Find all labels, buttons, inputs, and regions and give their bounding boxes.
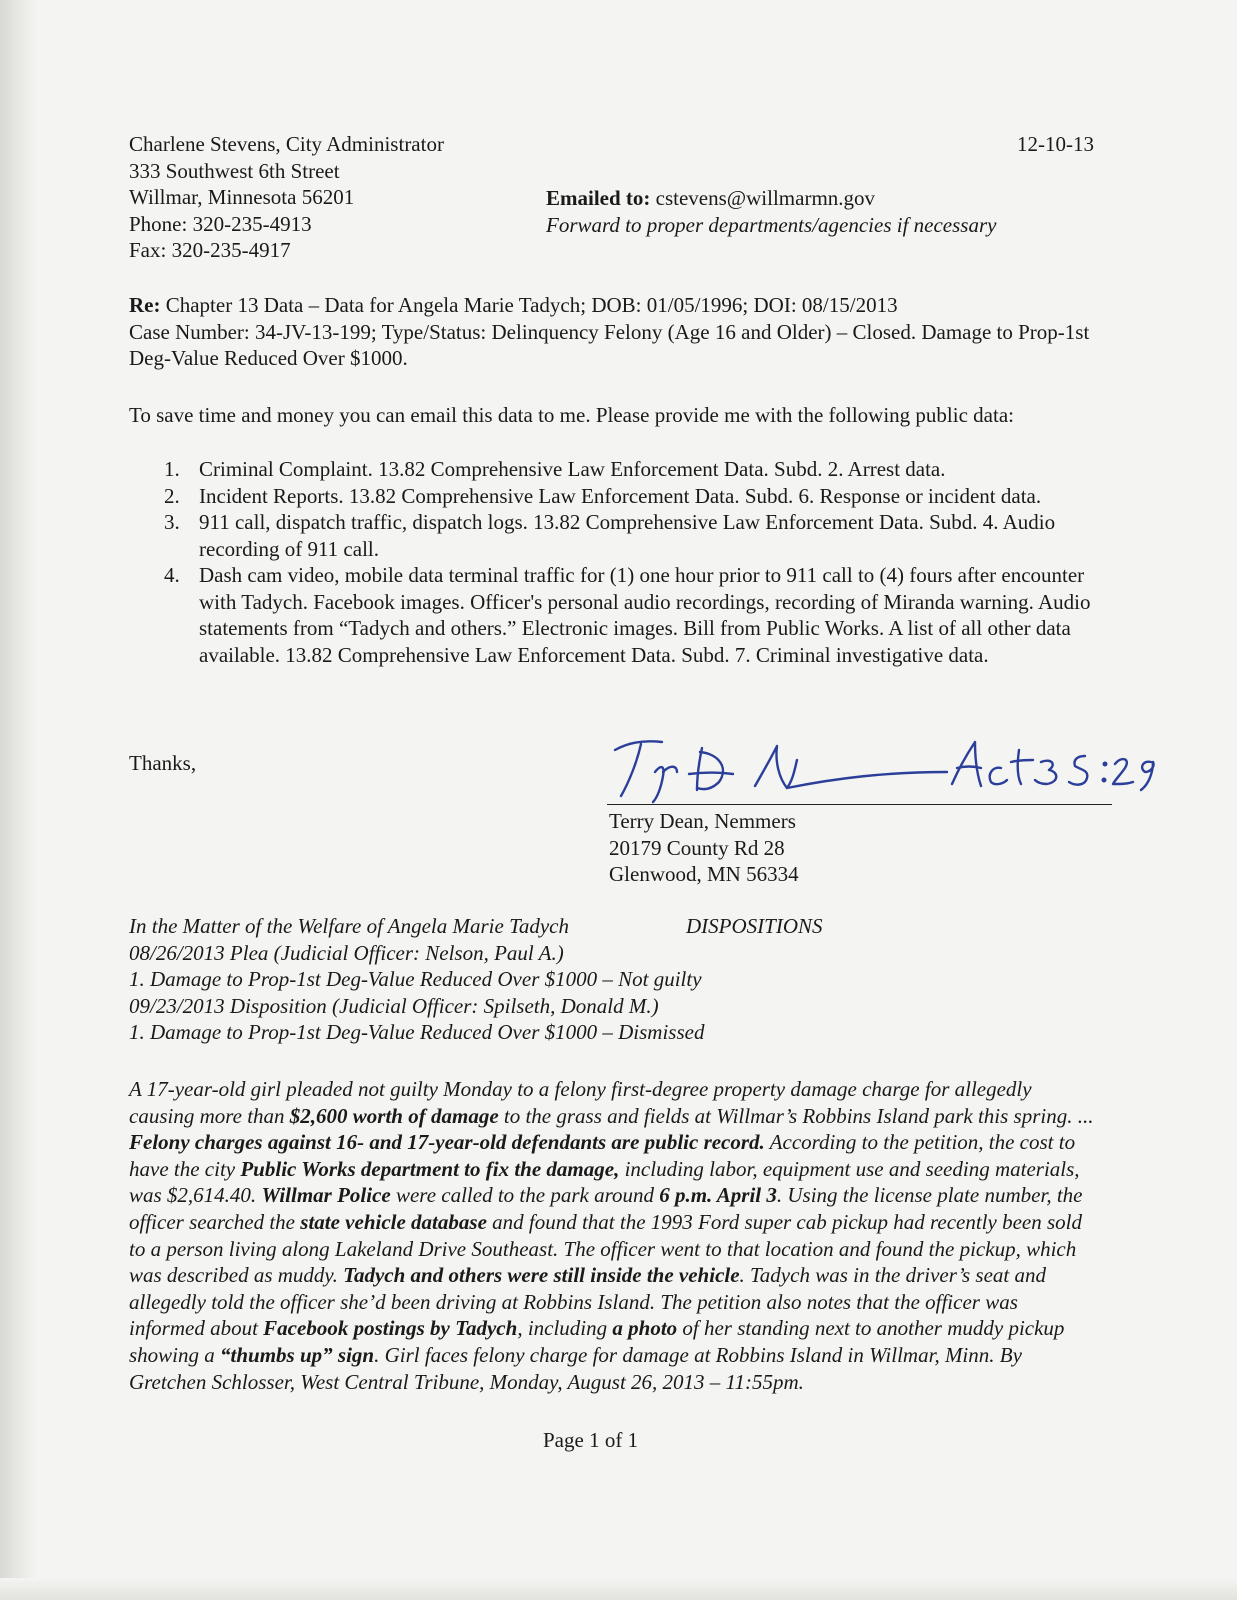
request-item: [129, 483, 1104, 510]
request-intro: To save time and money you can email this data to me. Please provide me with the following public data:: [129, 403, 1014, 427]
signer-city: Glenwood, MN 56334: [609, 862, 799, 886]
recipient-address-block: [129, 131, 549, 264]
request-text: Dash cam video, mobile data terminal traffic for (1) one hour prior to 911 call to (4) fours after encounter with Tadych. Facebook images. Officer's personal audio recordings, recording of Miranda warning. Audio statements from “Tadych and others.” Electronic images. Bill from Public Works. A list of all other data available. 13.82 Comprehensive Law Enforcement Data. Subd. 7. Criminal investigative data.: [199, 563, 1091, 667]
recipient-fax: Fax: 320-235-4917: [129, 238, 291, 262]
recipient-phone: Phone: 320-235-4913: [129, 211, 312, 236]
news-excerpt-text: [129, 1076, 1094, 1395]
subject-line-1: [129, 292, 1104, 319]
letter-date: 12-10-13: [1017, 132, 1094, 156]
page-number: Page 1 of 1: [543, 1428, 639, 1452]
request-number: 1.: [164, 457, 180, 481]
article-text: were called to the park around: [390, 1183, 660, 1208]
article-text: of her standing next to another muddy pickup showing a: [129, 1316, 1065, 1367]
article-emphasis: Facebook postings by Tadych: [263, 1316, 518, 1341]
article-text: to the grass and fields at Willmar’s Robbins Island park this spring. ...: [498, 1103, 1094, 1128]
article-emphasis: 6 p.m. April 3: [659, 1183, 777, 1208]
emailed-to-line: [546, 185, 875, 212]
signer-street: 20179 County Rd 28: [609, 835, 785, 860]
article-text: and found that the 1993 Ford super cab pickup had recently been sold to a person living along Lakeland Drive Southeast. The officer went to that location and found the pickup, which was described as muddy.: [129, 1209, 1082, 1288]
signer-address-block: [609, 808, 799, 888]
forward-note: Forward to proper departments/agencies if necessary: [546, 213, 997, 237]
dispositions-block: [129, 913, 849, 1046]
request-text: Incident Reports. 13.82 Comprehensive Law Enforcement Data. Subd. 6. Response or incident data.: [199, 483, 1042, 508]
article-text: . Using the license plate number, the officer searched the: [129, 1183, 1083, 1234]
news-excerpt: [129, 1076, 1094, 1395]
article-text: A 17-year-old girl pleaded not guilty Monday to a felony first-degree property damage charge for allegedly causing more than: [129, 1077, 1032, 1128]
article-text: . Tadych was in the driver’s seat and allegedly told the officer she’d been driving at Robbins Island. The petition also notes that the officer was informed about: [129, 1263, 1046, 1341]
request-item: [129, 562, 1104, 668]
subject-label: Re:: [129, 293, 161, 317]
subject-block: [129, 292, 1104, 372]
disposition-line: 1. Damage to Prop-1st Deg-Value Reduced Over $1000 – Not guilty: [129, 967, 702, 991]
request-text: 911 call, dispatch traffic, dispatch logs. 13.82 Comprehensive Law Enforcement Data. Subd. 4. Audio recording of 911 call.: [199, 510, 1056, 561]
article-emphasis: $2,600 worth of damage: [289, 1103, 499, 1128]
request-list: [129, 456, 1104, 668]
article-emphasis: Public Works department to fix the damage,: [240, 1156, 620, 1181]
article-emphasis: state vehicle database: [300, 1209, 487, 1234]
article-emphasis: Willmar Police: [261, 1183, 391, 1208]
signer-name: Terry Dean, Nemmers: [609, 809, 796, 833]
article-text: According to the petition, the cost to have the city: [129, 1130, 1076, 1181]
emailed-label: Emailed to:: [546, 186, 651, 210]
request-number: 2.: [164, 483, 180, 508]
recipient-city: Willmar, Minnesota 56201: [129, 185, 355, 209]
subject-text: Chapter 13 Data – Data for Angela Marie Tadych; DOB: 01/05/1996; DOI: 08/15/2013: [160, 293, 898, 317]
request-item: [129, 509, 1104, 562]
signature-line: [607, 804, 1112, 805]
article-text: including labor, equipment use and seeding materials, was $2,614.40.: [129, 1156, 1080, 1208]
dispositions-label: DISPOSITIONS: [686, 914, 823, 938]
handwritten-signature: [607, 728, 1167, 808]
recipient-street: 333 Southwest 6th Street: [129, 158, 340, 183]
request-number: 4.: [164, 563, 180, 587]
article-emphasis: “thumbs up” sign: [220, 1342, 375, 1367]
disposition-line: 08/26/2013 Plea (Judicial Officer: Nelson, Paul A.): [129, 940, 564, 965]
request-text: Criminal Complaint. 13.82 Comprehensive Law Enforcement Data. Subd. 2. Arrest data.: [199, 457, 946, 481]
disposition-line: 09/23/2013 Disposition (Judicial Officer: Spilseth, Donald M.): [129, 993, 659, 1018]
emailed-address: cstevens@willmarmn.gov: [650, 186, 876, 210]
signature-area: [607, 728, 1112, 806]
disposition-line: 1. Damage to Prop-1st Deg-Value Reduced Over $1000 – Dismissed: [129, 1020, 705, 1044]
closing: Thanks,: [129, 751, 197, 775]
matter-title: In the Matter of the Welfare of Angela Marie Tadych: [129, 914, 569, 938]
article-emphasis: a photo: [612, 1316, 678, 1341]
matter-heading-row: [129, 913, 849, 940]
request-number: 3.: [164, 510, 180, 534]
article-emphasis: Felony charges against 16- and 17-year-old defendants are public record.: [129, 1130, 765, 1155]
article-text: , including: [517, 1316, 613, 1341]
article-emphasis: Tadych and others were still inside the vehicle: [343, 1263, 740, 1288]
recipient-name: Charlene Stevens, City Administrator: [129, 132, 444, 156]
subject-case-details: Case Number: 34-JV-13-199; Type/Status: Delinquency Felony (Age 16 and Older) – Closed. Damage to Prop-1st Deg-Value Reduced Over $1000.: [129, 319, 1090, 370]
request-item: [129, 456, 1104, 483]
article-text: . Girl faces felony charge for damage at Robbins Island in Willmar, Minn. By Gretchen Schlosser, West Central Tribune, Monday, August 26, 2013 – 11:55pm.: [129, 1342, 1022, 1394]
